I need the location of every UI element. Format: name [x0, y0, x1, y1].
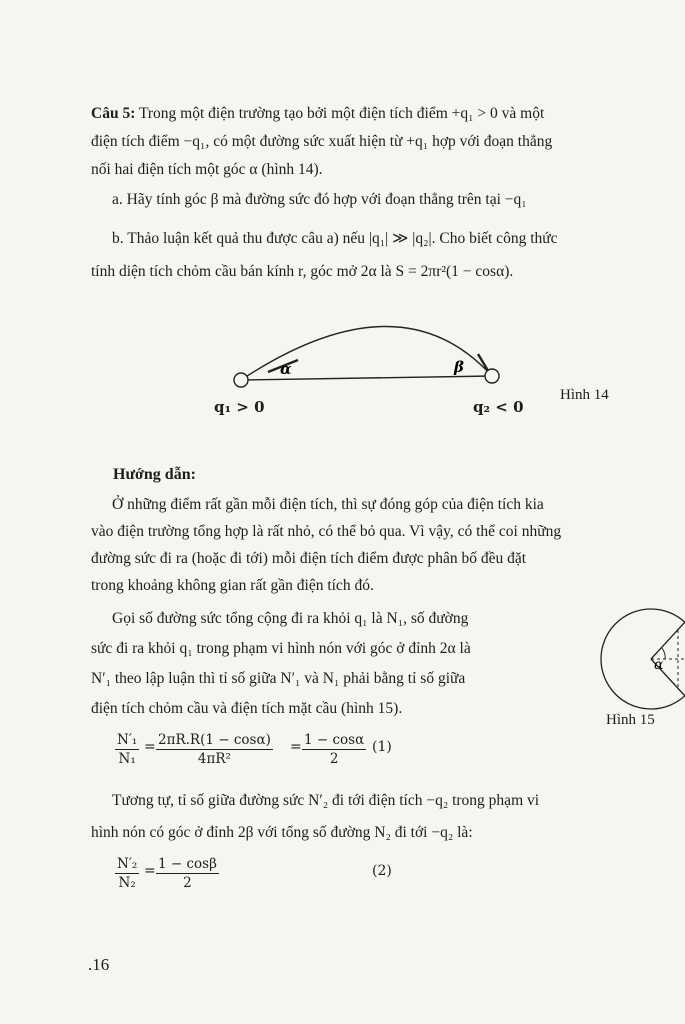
eq1-equals-2: =	[290, 739, 302, 755]
figure-14-diagram	[220, 310, 520, 410]
problem-part-b-2: tính diện tích chỏm cầu bán kính r, góc mở 2α là S = 2πr²(1 − cosα).	[91, 263, 514, 280]
eq2-tag: (2)	[372, 863, 392, 879]
eq2-lhs-den: N₂	[118, 875, 136, 891]
solution-p3-l2: hình nón có góc ở đỉnh 2β với tổng số đường N₂ đi tới −q₂ là:	[91, 824, 473, 841]
solution-p2-l4: điện tích chỏm cầu và điện tích mặt cầu (hình 15).	[91, 700, 403, 717]
sphere-circle	[601, 609, 685, 709]
solution-p3-l1: Tương tự, tỉ số giữa đường sức N′₂ đi tới điện tích −q₂ trong phạm vi	[112, 792, 540, 809]
eq2-rhs-den: 2	[183, 875, 192, 891]
solution-p1-l4: trong khoảng không gian rất gần điện tích đó.	[91, 577, 374, 594]
q2-label: q₂ < 0	[473, 398, 524, 416]
eq1-rhs	[302, 731, 366, 768]
figure-15-diagram	[590, 604, 685, 714]
solution-p1-l2: vào điện trường tổng hợp là rất nhỏ, có thể bỏ qua. Vì vậy, có thể coi những	[91, 523, 562, 540]
problem-line-2: điện tích điểm −q₁, có một đường sức xuất hiện từ +q₁ hợp với đoạn thẳng	[91, 133, 553, 150]
problem-part-b-1: b. Thảo luận kết quả thu được câu a) nếu |q₁| ≫ |q₂|. Cho biết công thức	[112, 230, 558, 247]
eq1-mid	[156, 731, 273, 768]
eq2-equals: =	[144, 863, 156, 879]
solution-p1-l3: đường sức đi ra (hoặc đi tới) mỗi điện tích điểm được phân bố đều đặt	[91, 550, 527, 567]
eq2-rhs-num: 1 − cosβ	[158, 856, 217, 872]
problem-label: Câu 5:	[91, 105, 136, 122]
alpha-label: α	[280, 360, 292, 378]
problem-text-1: Trong một điện trường tạo bởi một điện tích điểm +q₁ > 0 và một	[135, 105, 545, 122]
problem-line-3: nối hai điện tích một góc α (hình 14).	[91, 161, 323, 178]
eq2-lhs-num: N′₂	[117, 856, 138, 872]
solution-heading: Hướng dẫn:	[113, 466, 196, 483]
problem-line-1	[91, 103, 544, 125]
figure-15-caption: Hình 15	[606, 712, 655, 728]
eq1-equals-1: =	[144, 739, 156, 755]
beta-label: β	[454, 358, 464, 376]
eq1-lhs	[115, 731, 139, 768]
problem-part-a: a. Hãy tính góc β mà đường sức đó hợp với đoạn thẳng trên tại −q₁	[112, 191, 527, 208]
eq1-rhs-den: 2	[329, 751, 339, 767]
segment-q1-q2	[241, 376, 492, 380]
solution-p2-l2: sức đi ra khỏi q₁ trong phạm vi hình nón với góc ở đỉnh 2α là	[91, 640, 471, 657]
eq1-tag: (1)	[372, 739, 392, 755]
eq1-rhs-num: 1 − cosα	[304, 732, 365, 748]
eq2-rhs	[156, 855, 219, 892]
eq1-mid-den: 4πR²	[197, 751, 231, 767]
q1-label: q₁ > 0	[214, 398, 265, 416]
solution-p2-l1: Gọi số đường sức tổng cộng đi ra khỏi q₁ là N₁, số đường	[112, 610, 469, 627]
eq1-lhs-num: N′₁	[117, 732, 138, 748]
eq1-lhs-den: N₁	[118, 751, 136, 767]
cone-edge-top	[651, 622, 685, 659]
solution-p2-l3: N′₁ theo lập luận thì tỉ số giữa N′₁ và N₁ phải bằng tỉ số giữa	[91, 670, 466, 687]
eq2-lhs	[115, 855, 139, 892]
eq1-mid-num: 2πR.R(1 − cosα)	[158, 732, 271, 748]
charge-q1-circle	[234, 373, 248, 387]
page-number: .16	[88, 955, 110, 974]
charge-q2-circle	[485, 369, 499, 383]
figure-15-alpha: α	[654, 657, 664, 673]
figure-14-caption: Hình 14	[560, 387, 609, 403]
solution-p1-l1: Ở những điểm rất gần mỗi điện tích, thì sự đóng góp của điện tích kia	[112, 496, 544, 513]
